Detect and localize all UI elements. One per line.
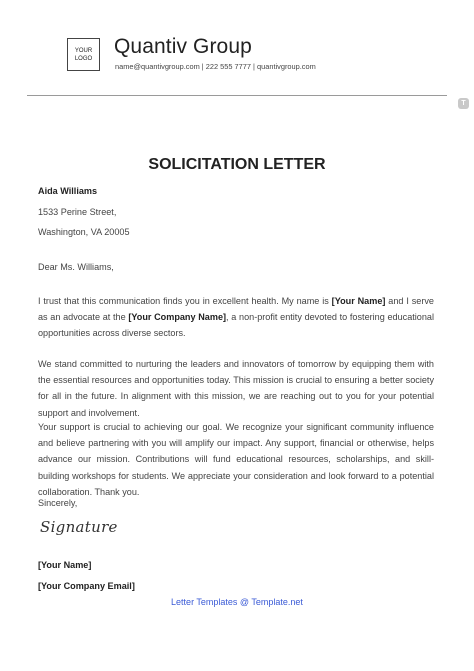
paragraph-support: Your support is crucial to achieving our goal. We recognize your significant community influence and believe partnering with you will amplify our impact. Any support, financial or otherwise, helps advance our mission. Contributions will fund educational resources, scholarships, and skill-building workshops for students. We appreciate your consideration and look forward to a potential collaboration. Thank you.: [38, 422, 434, 497]
intro-text-c: , a non-profit entity devoted to fostering educational opportunities across diverse sectors.: [38, 312, 434, 339]
recipient-name: Aida Williams: [38, 186, 98, 196]
placeholder-company-name: [Your Company Name]: [128, 312, 227, 323]
paragraph-mission: We stand committed to nurturing the leaders and innovators of tomorrow by equipping them with the essential resources and opportunities today. This mission is crucial to ensuring a better society for all in the future. In alignment with this mission, we are reaching out to you for your potential support and involvement.: [38, 359, 434, 418]
sender-email: [Your Company Email]: [38, 581, 135, 591]
recipient-address-line2: Washington, VA 20005: [38, 227, 130, 237]
logo-text: YOUR LOGO: [74, 47, 93, 62]
signature: Signature: [40, 518, 118, 536]
company-name: Quantiv Group: [114, 35, 252, 58]
closing: Sincerely,: [38, 498, 78, 508]
company-logo: [67, 38, 100, 71]
intro-text-b: and I serve as an advocate at the: [38, 296, 434, 323]
intro-text-a: I trust that this communication finds you in excellent health. My name is: [38, 296, 332, 306]
paragraph-introduction: [38, 293, 434, 342]
placeholder-your-name: [Your Name]: [331, 296, 386, 306]
text-tool-icon[interactable]: T: [458, 98, 469, 109]
letter-title: SOLICITATION LETTER: [148, 156, 326, 173]
contact-info: name@quantivgroup.com | 222 555 7777 | quantivgroup.com: [115, 62, 316, 71]
header-divider: [27, 95, 447, 96]
sender-name: [Your Name]: [38, 560, 92, 570]
salutation: Dear Ms. Williams,: [38, 262, 114, 272]
recipient-address-line1: 1533 Perine Street,: [38, 207, 117, 217]
footer-link[interactable]: Letter Templates @ Template.net: [171, 597, 303, 607]
